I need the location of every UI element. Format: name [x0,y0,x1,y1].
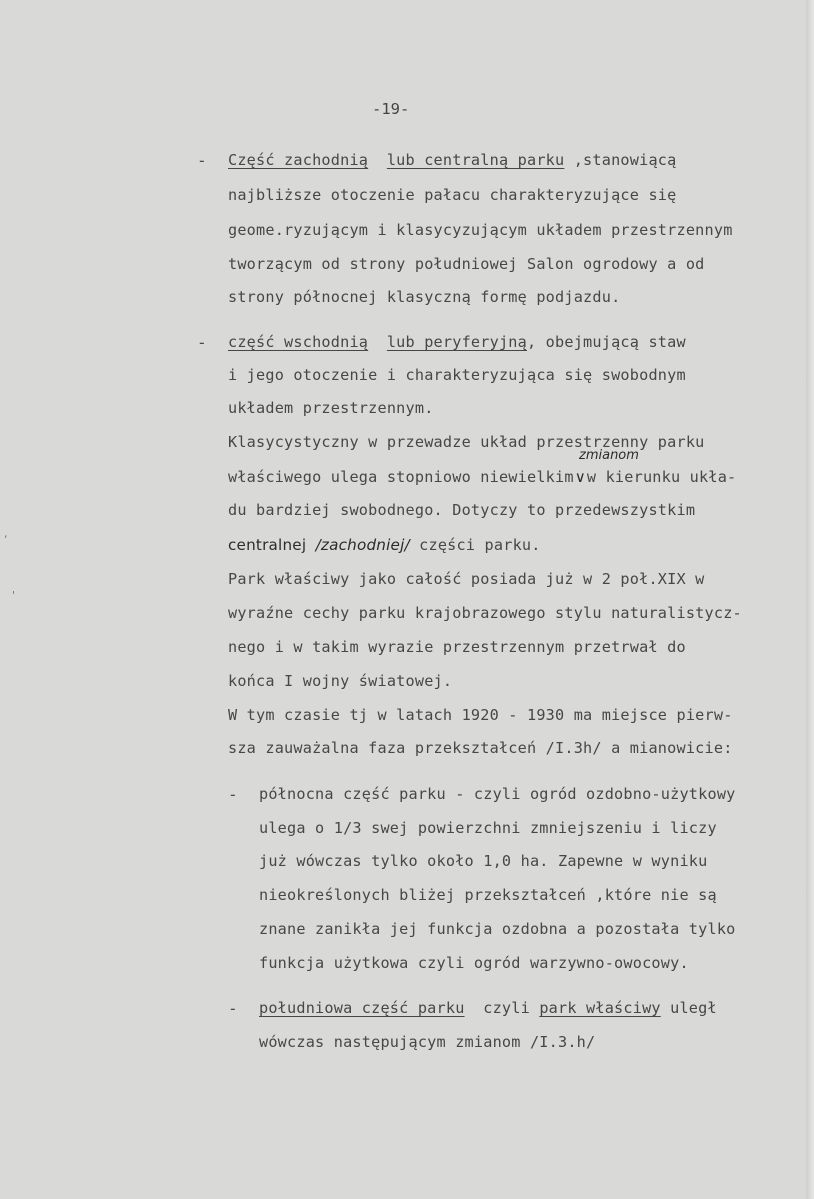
text-line: znane zanikła jej funkcja ozdobna a pozostała tylko [259,920,736,938]
underlined-text: południowa część parku [259,999,465,1017]
text-line: wówczas następującym zmianom /I.3.h/ [259,1033,596,1051]
text-line: du bardziej swobodnego. Dotyczy to przedewszystkim [228,501,696,519]
text-line: nego i w takim wyrazie przestrzennym przetrwał do [228,638,686,656]
underlined-text: lub centralną parku [386,151,565,169]
underlined-text: lub peryferyjną [386,333,527,351]
underlined-text: park właściwy [539,999,661,1017]
text-fragment: uległ [660,999,717,1017]
text-fragment: w kierunku ukła- [586,468,737,486]
text-line: układem przestrzennym. [228,399,434,417]
bullet-dash: - [228,785,238,804]
text-line: ulega o 1/3 swej powierzchni zmniejszeniu i liczy [259,819,717,837]
underlined-text: część wschodnią [228,333,369,351]
text-line: najbliższe otoczenie pałacu charakteryzujące się [228,186,677,204]
text-line: strony północnej klasyczną formę podjazdu. [228,288,621,306]
text-line: W tym czasie tj w latach 1920 - 1930 ma miejsce pierw- [228,706,733,724]
text-fragment: części parku. [409,536,541,554]
text-line: końca I wojny światowej. [228,672,453,690]
text-line [228,333,686,351]
text-line: sza zauważalna faza przekształceń /I.3h/ a mianowicie: [228,739,733,757]
underlined-text: Część zachodnią [228,151,369,169]
text-fragment: czyli [464,999,540,1017]
text-line: i jego otoczenie i charakteryzująca się swobodnym [228,366,686,384]
insertion-caret-icon: ∨ [574,468,586,486]
text-line: funkcja użytkowa czyli ogród warzywno-owocowy. [259,954,689,972]
text-line [259,999,717,1017]
text-line: geome.ryzującym i klasycyzującym układem przestrzennym [228,221,733,239]
text-line: już wówczas tylko około 1,0 ha. Zapewne w wyniku [259,852,708,870]
text-line: nieokreślonych bliżej przekształceń ,które nie są [259,886,717,904]
page-edge [806,0,814,1199]
text-fragment: ,stanowiącą [564,151,677,169]
handwritten-insert: zmianom [579,448,639,463]
text-line: wyraźne cechy parku krajobrazowego stylu naturalistycz- [228,604,742,622]
text-line [228,151,677,169]
margin-mark: ' [12,589,16,602]
bullet-dash: - [197,333,207,352]
text-line: Klasycystyczny w przewadze układ przestrzenny parku [228,433,705,451]
margin-mark: , [4,527,8,540]
handwritten-text: centralnej [228,536,307,554]
text-fragment: , obejmującą staw [527,333,686,351]
page-number: -19- [372,100,410,118]
text-line: Park właściwy jako całość posiada już w 2 poł.XIX w [228,570,705,588]
text-line: tworzącym od strony południowej Salon ogrodowy a od [228,255,705,273]
handwritten-text: /zachodniej/ [315,536,410,554]
text-fragment: właściwego ulega stopniowo niewielkim [228,468,574,486]
bullet-dash: - [197,151,207,170]
text-line [228,468,736,486]
text-line: północna część parku - czyli ogród ozdobno-użytkowy [259,785,736,803]
bullet-dash: - [228,999,238,1018]
text-line [228,536,541,554]
